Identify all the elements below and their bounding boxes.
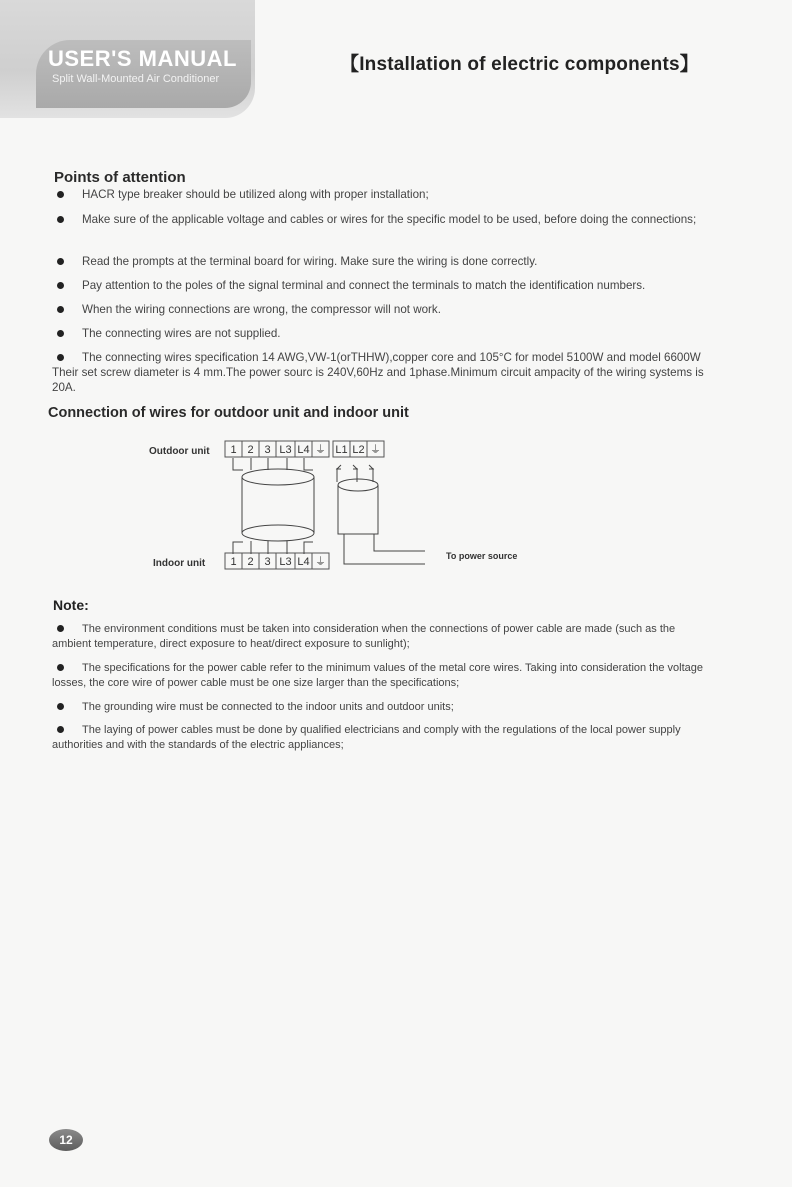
bullet-icon bbox=[57, 330, 64, 337]
terminal-label: 2 bbox=[247, 444, 254, 456]
wiring-lines bbox=[233, 458, 425, 564]
bullet-icon bbox=[57, 282, 64, 289]
note-heading: Note: bbox=[53, 597, 89, 613]
terminal-label: 3 bbox=[264, 556, 271, 568]
page-title: 【Installation of electric components】 bbox=[340, 54, 699, 75]
bullet-icon bbox=[57, 216, 64, 223]
attention-heading: Points of attention bbox=[54, 169, 186, 186]
bullet-icon bbox=[57, 625, 64, 632]
bullet-icon bbox=[57, 664, 64, 671]
attention-item: The connecting wires specification 14 AWG,VW-1(orTHHW),copper core and 105°C for model 5100W and model 6600W Their set screw diameter is 4 mm.The power sourc is 240V,60Hz and 1phase.Minimum circuit ampacity of the wiring systems is 20A. bbox=[52, 351, 704, 394]
terminal-label: 1 bbox=[230, 444, 237, 456]
attention-item: HACR type breaker should be utilized along with proper installation; bbox=[52, 187, 716, 202]
note-item: The grounding wire must be connected to the indoor units and outdoor units; bbox=[52, 700, 716, 715]
bullet-icon bbox=[57, 258, 64, 265]
terminal-label: ⏚ bbox=[315, 556, 326, 568]
indoor-terminal-board bbox=[225, 553, 329, 569]
note-item: The specifications for the power cable refer to the minimum values of the metal core wires. Taking into consideration the voltage losses, the core wire of power cable must be one size larger than the specifications; bbox=[52, 662, 704, 689]
bullet-icon bbox=[57, 703, 64, 710]
bullet-icon bbox=[57, 191, 64, 198]
terminal-label: ⏚ bbox=[370, 444, 381, 456]
page-number: 12 bbox=[49, 1129, 83, 1151]
note-item: The environment conditions must be taken into consideration when the connections of power cable are made (such as the ambient temperature, direct exposure to heat/direct exposure to sunlight); bbox=[52, 623, 676, 650]
terminal-label: L3 bbox=[279, 556, 292, 568]
bullet-icon bbox=[57, 726, 64, 733]
brand-title: USER'S MANUAL bbox=[48, 46, 237, 71]
terminal-label: L3 bbox=[279, 444, 292, 456]
attention-item: Read the prompts at the terminal board for wiring. Make sure the wiring is done correctly. bbox=[52, 254, 716, 269]
attention-item: Make sure of the applicable voltage and cables or wires for the specific model to be used, before doing the connections; bbox=[52, 212, 716, 227]
terminal-label: L1 bbox=[335, 444, 348, 456]
outdoor-unit-label: Outdoor unit bbox=[149, 446, 210, 457]
attention-item: Pay attention to the poles of the signal terminal and connect the terminals to match the identification numbers. bbox=[52, 278, 716, 293]
wiring-diagram bbox=[0, 430, 792, 590]
attention-item: When the wiring connections are wrong, the compressor will not work. bbox=[52, 302, 716, 317]
terminal-label: 3 bbox=[264, 444, 271, 456]
attention-item: The connecting wires are not supplied. bbox=[52, 326, 716, 341]
outdoor-terminal-board bbox=[225, 441, 384, 457]
terminal-label: L4 bbox=[297, 444, 310, 456]
diagram-heading: Connection of wires for outdoor unit and indoor unit bbox=[48, 405, 409, 421]
terminal-label: 2 bbox=[247, 556, 254, 568]
terminal-label: L4 bbox=[297, 556, 310, 568]
bullet-icon bbox=[57, 354, 64, 361]
terminal-label: 1 bbox=[230, 556, 237, 568]
power-source-label: To power source bbox=[446, 551, 518, 561]
note-item: The laying of power cables must be done by qualified electricians and comply with the regulations of the local power supply authorities and with the standards of the electric appliances; bbox=[52, 724, 681, 751]
brand-subtitle: Split Wall-Mounted Air Conditioner bbox=[52, 73, 220, 85]
terminal-label: L2 bbox=[352, 444, 365, 456]
terminal-label: ⏚ bbox=[315, 444, 326, 456]
bullet-icon bbox=[57, 306, 64, 313]
indoor-unit-label: Indoor unit bbox=[153, 558, 206, 569]
